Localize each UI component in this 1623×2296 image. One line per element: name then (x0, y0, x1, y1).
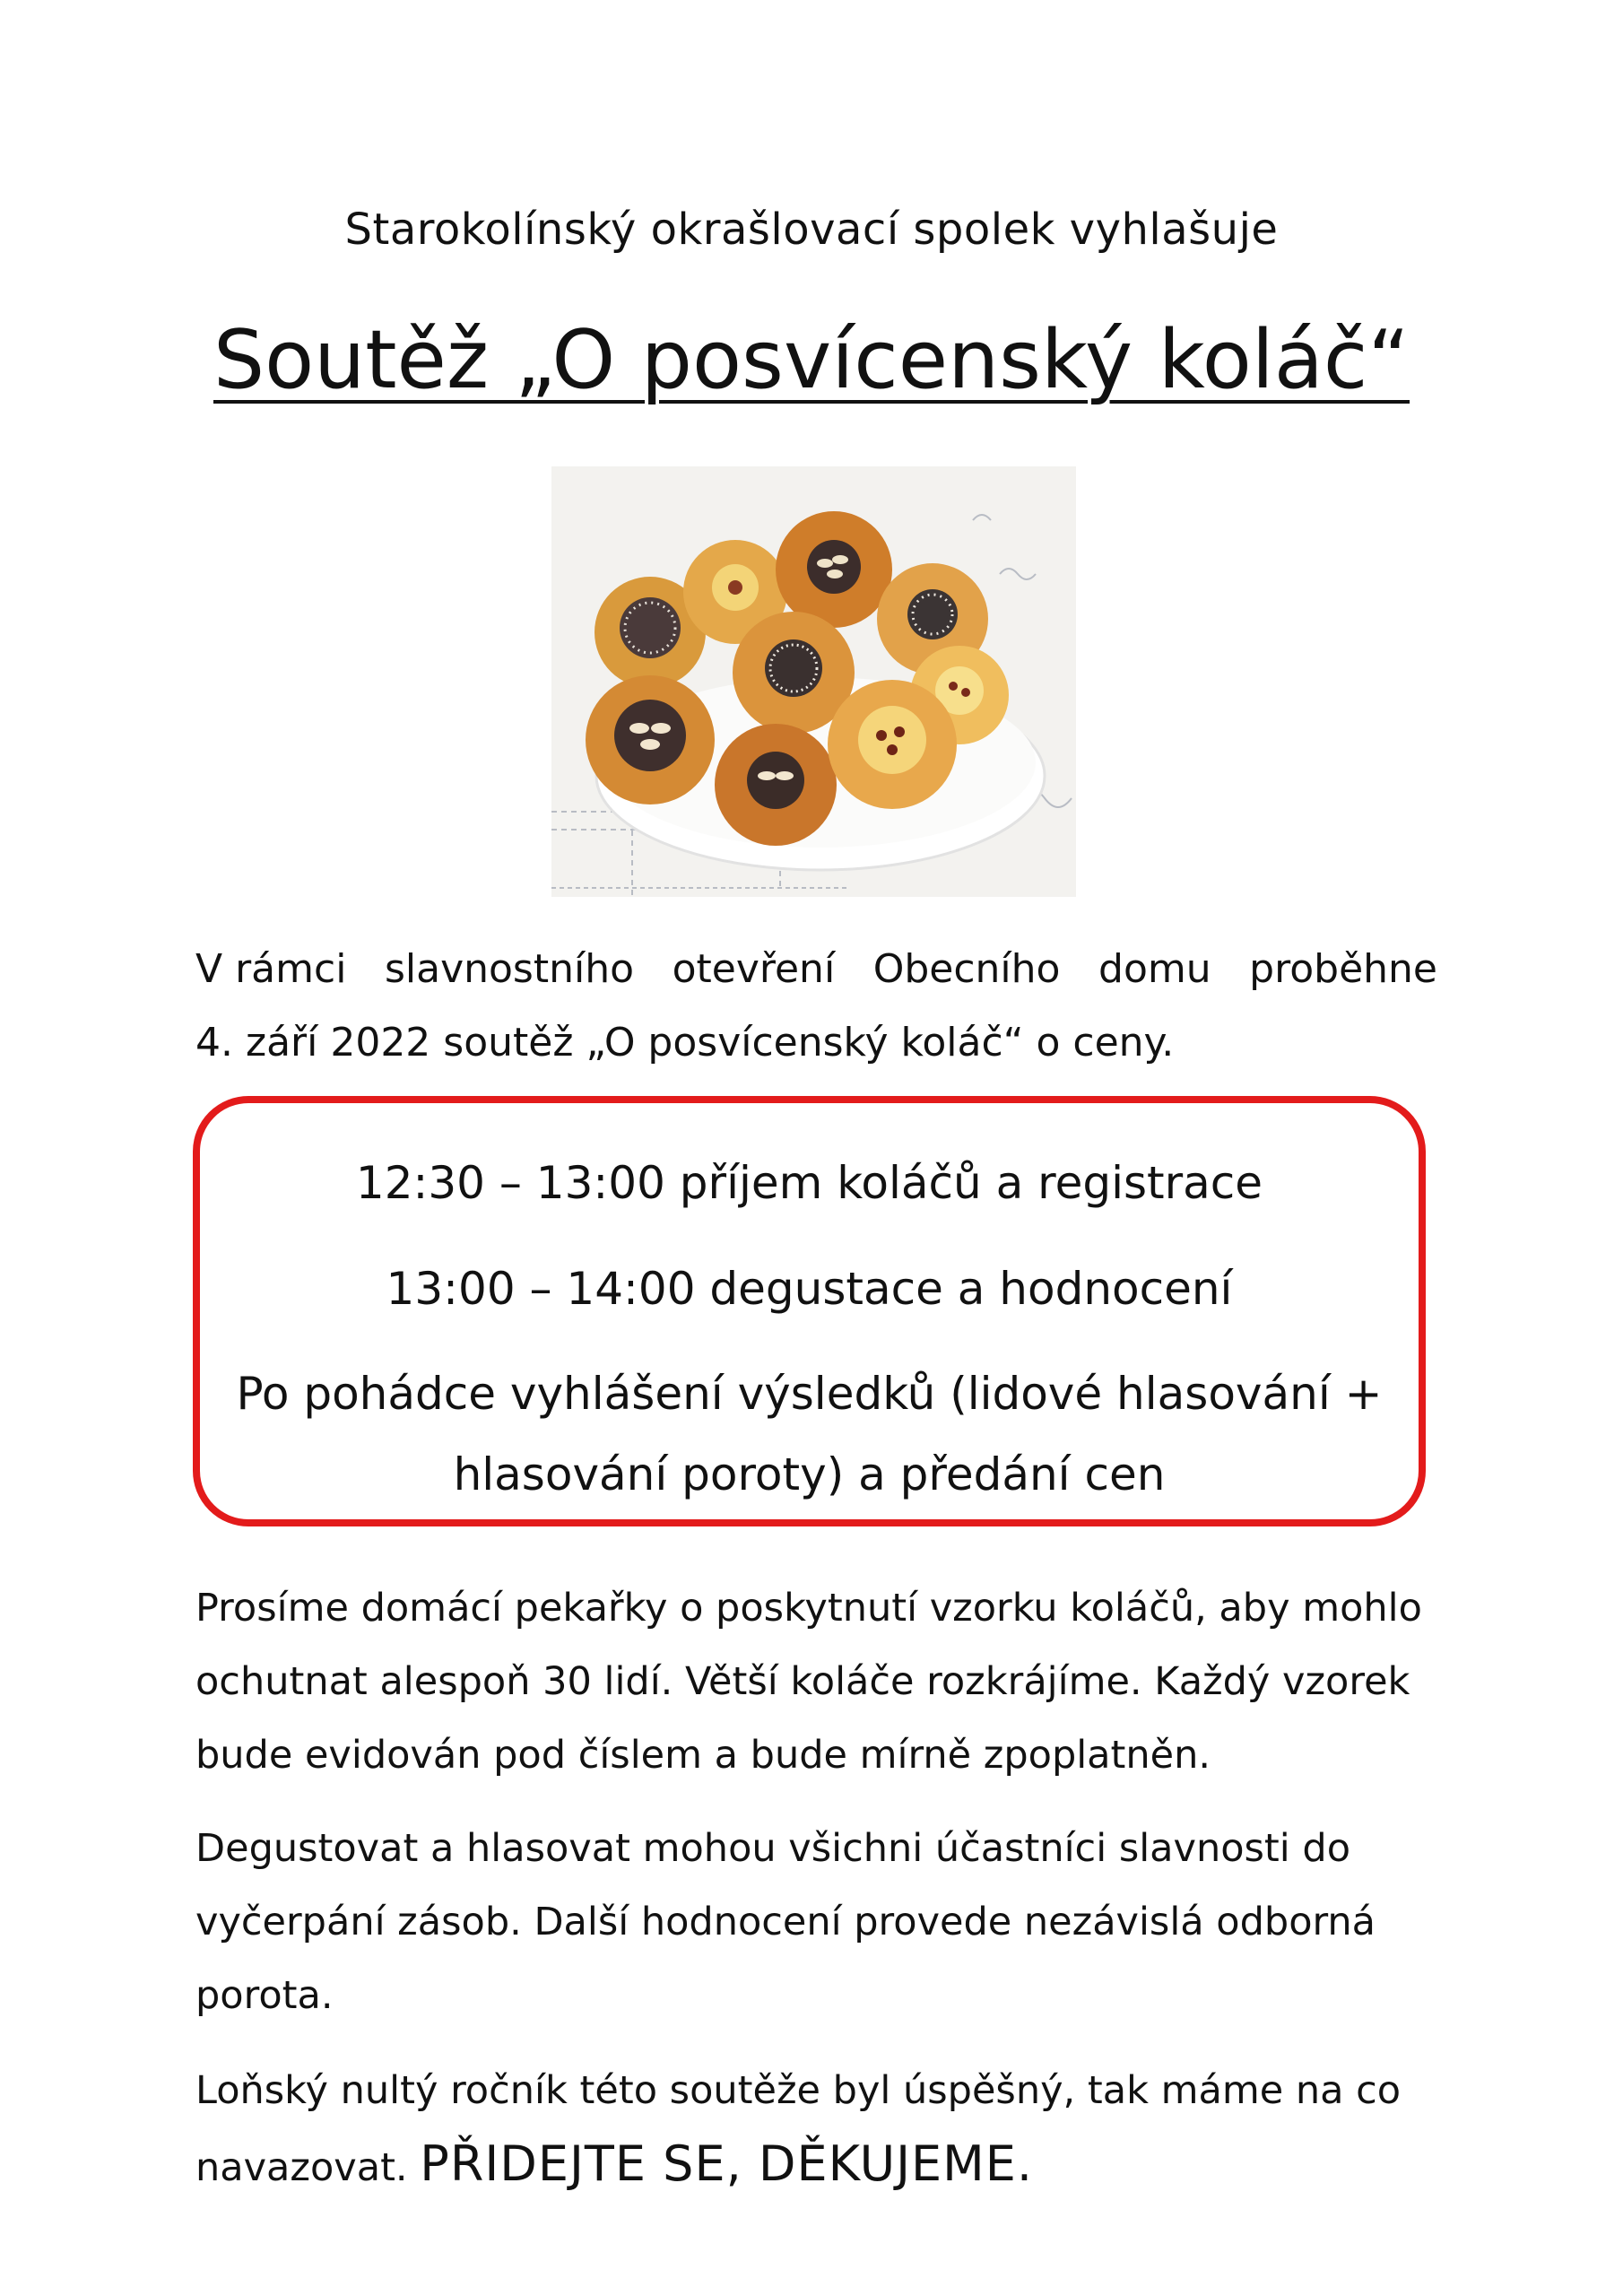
kolace-photo (551, 466, 1076, 897)
schedule-box (193, 1096, 1426, 1526)
paragraph-line: Degustovat a hlasovat mohou všichni účastníci slavnosti do (195, 1826, 1351, 1871)
intro-word: Obecního (872, 946, 1061, 992)
schedule-item-registration: 12:30 – 13:00 příjem koláčů a registrace (355, 1157, 1263, 1209)
kolace-illustration (551, 466, 1076, 897)
intro-word: domu (1098, 946, 1211, 992)
intro-word: slavnostního (384, 946, 635, 992)
paragraph-line: ochutnat alespoň 30 lidí. Větší koláče rozkrájíme. Každý vzorek (195, 1659, 1410, 1704)
paragraph-line: bude evidován pod číslem a bude mírně zpoplatněn. (195, 1733, 1211, 1778)
paragraph-closing (195, 2054, 1437, 2205)
paragraph-line: Prosíme domácí pekařky o poskytnutí vzorku koláčů, aby mohlo (195, 1586, 1422, 1631)
intro-word: otevření (672, 946, 836, 992)
paragraph-line: vyčerpání zásob. Další hodnocení provede nezávislá odborná (195, 1900, 1376, 1944)
closing-call-to-action: PŘIDEJTE SE, DĚKUJEME. (420, 2135, 1034, 2192)
paragraph-line: porota. (195, 1973, 334, 2018)
contest-title (0, 313, 1623, 407)
schedule-item-tasting: 13:00 – 14:00 degustace a hodnocení (386, 1263, 1233, 1315)
paragraph-line (195, 2127, 1437, 2205)
intro-word: V rámci (195, 946, 347, 992)
intro-word: proběhne (1249, 946, 1437, 992)
organizer-subtitle: Starokolínský okrašlovací spolek vyhlašuje (344, 204, 1279, 255)
schedule-item-results-line1: Po pohádce vyhlášení výsledků (lidové hlasování + (236, 1368, 1383, 1420)
paragraph-tasting (195, 1812, 1437, 2032)
intro-paragraph (195, 933, 1437, 1080)
paragraph-line: Loňský nultý ročník této soutěže byl úspěšný, tak máme na co (195, 2068, 1402, 2113)
closing-text: navazovat. (195, 2145, 421, 2190)
intro-line-2: 4. září 2022 soutěž „O posvícenský koláč“ o ceny. (195, 1020, 1175, 1065)
contest-title-text: Soutěž „O posvícenský koláč“ (213, 313, 1410, 407)
intro-line-1 (195, 933, 1437, 1006)
schedule-item-results-line2: hlasování poroty) a předání cen (453, 1448, 1166, 1500)
paragraph-samples (195, 1571, 1437, 1792)
